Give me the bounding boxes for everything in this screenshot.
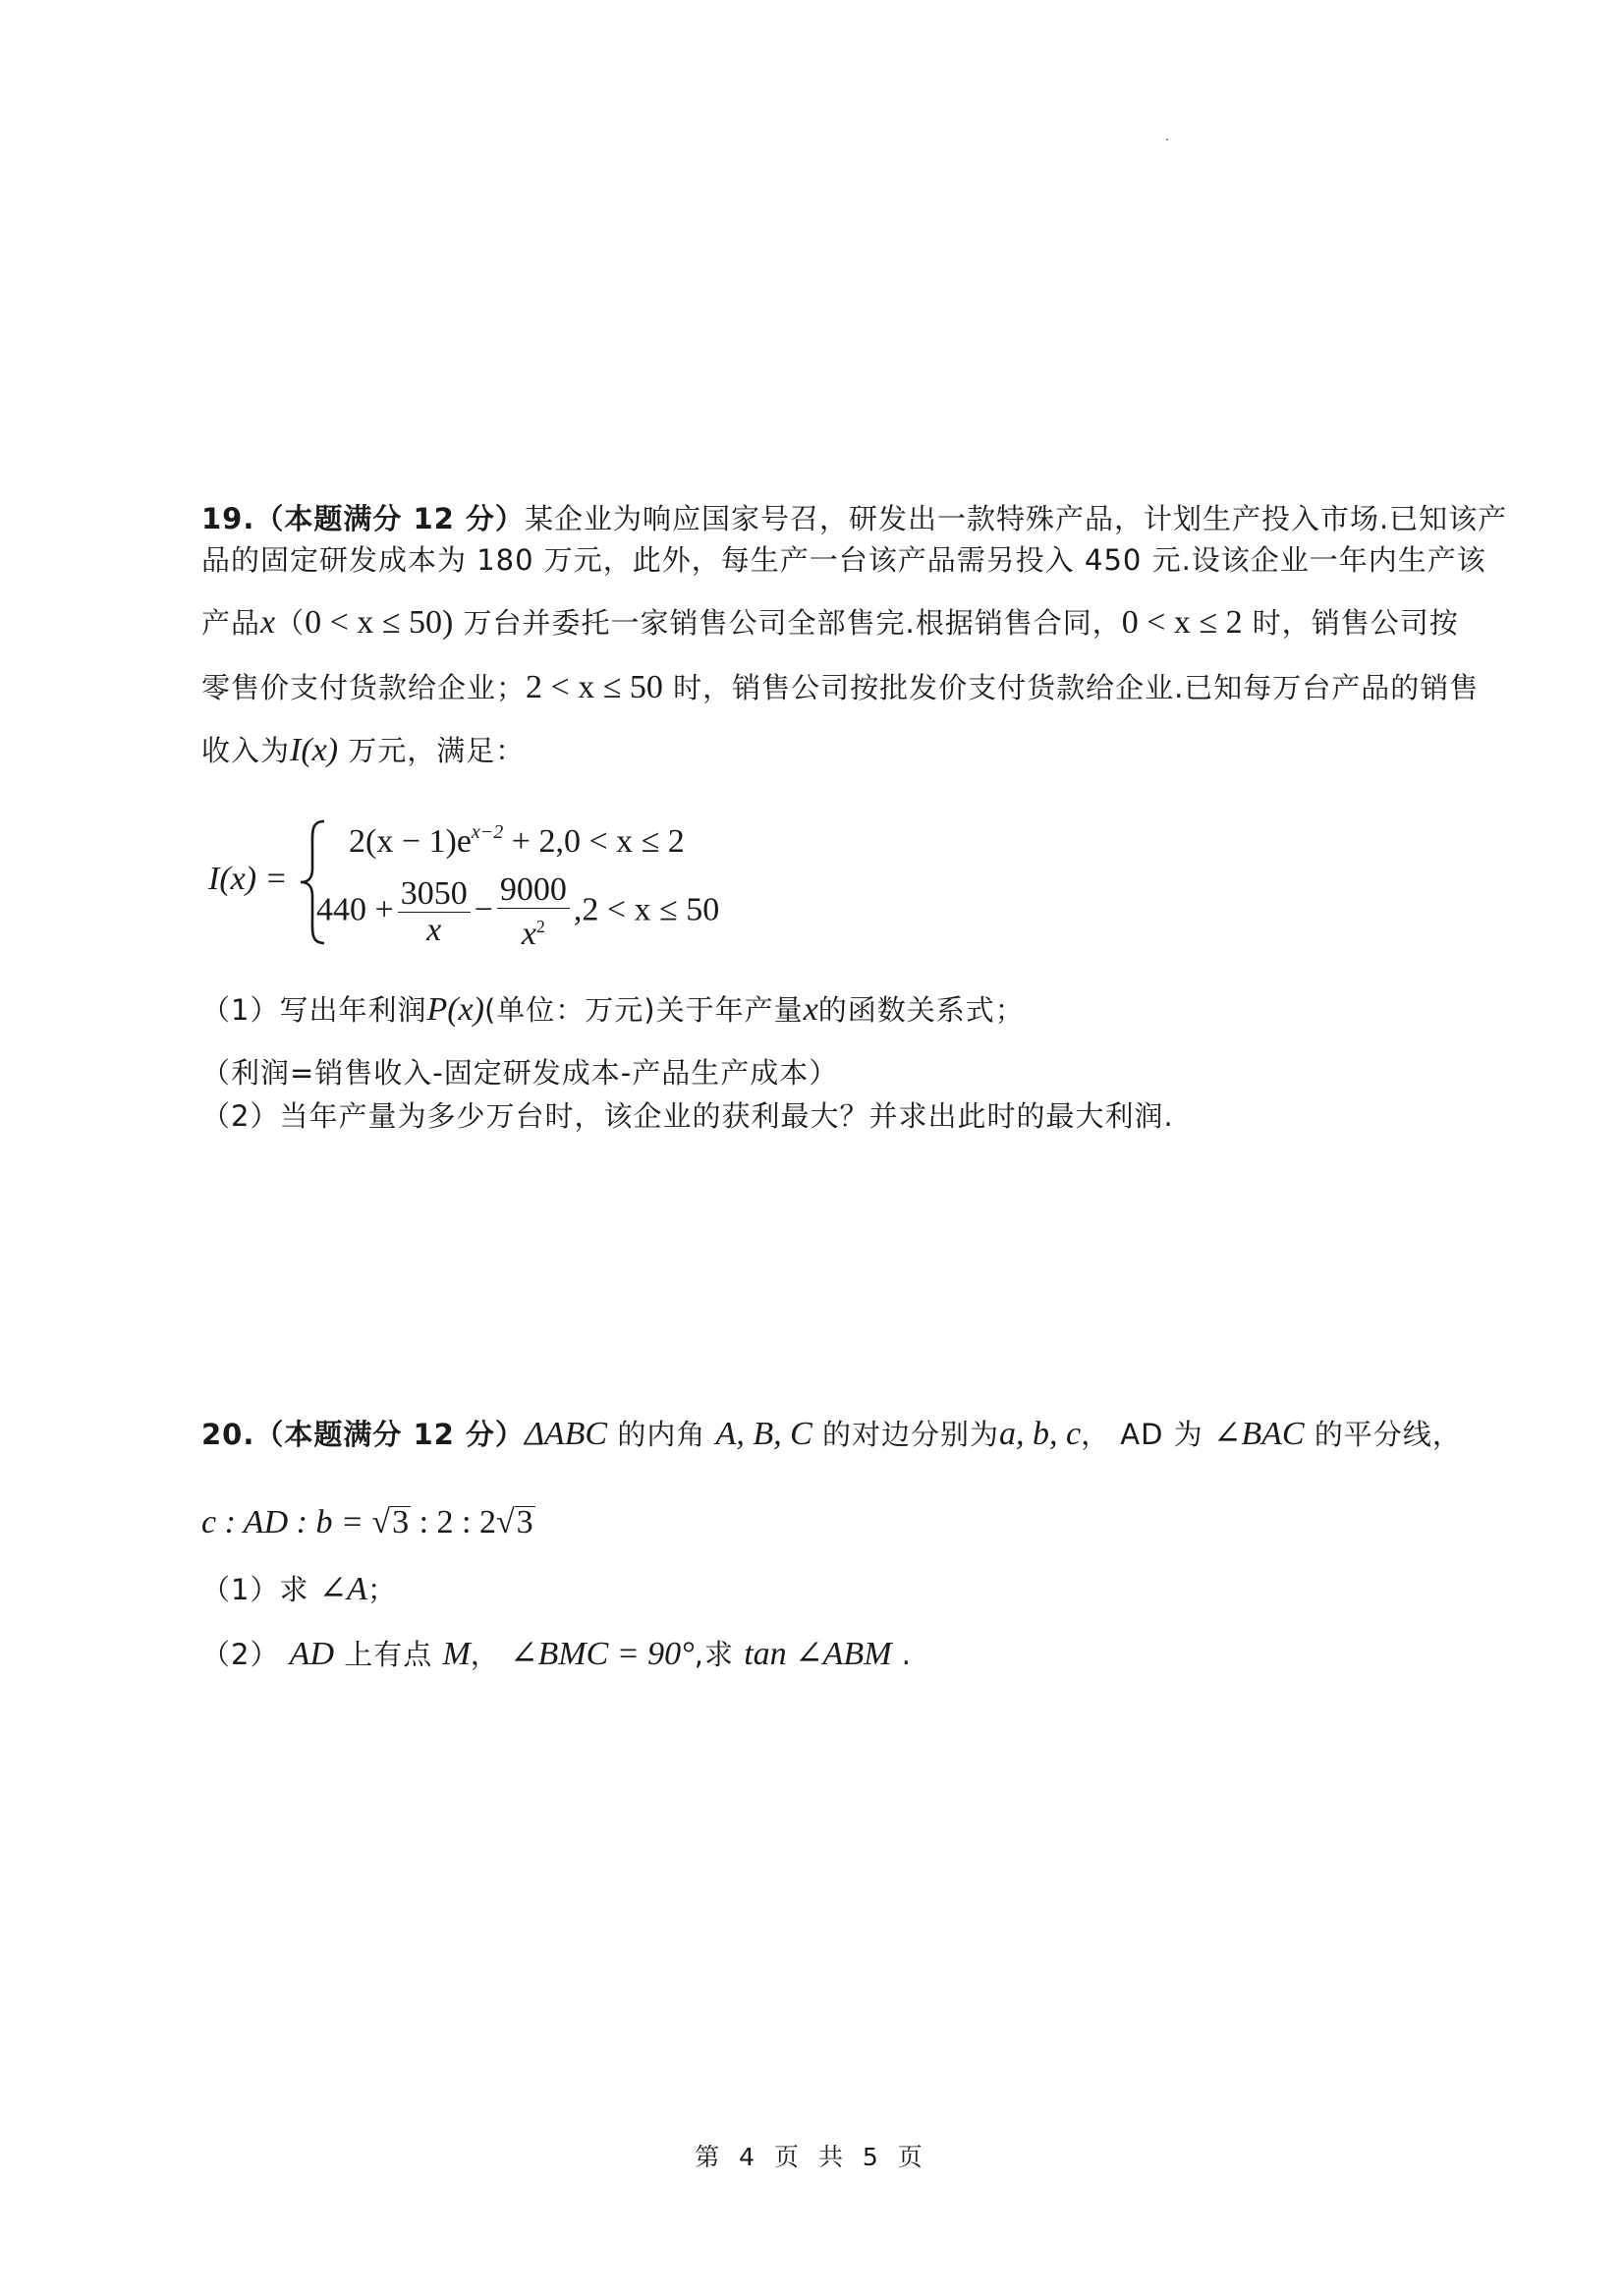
- formula-lhs: I(x) =: [208, 861, 288, 897]
- fraction-3050-over-x: $\frac{3050}{x}$: [398, 876, 471, 948]
- q20-line-1: 20.（本题满分 12 分）ΔABC 的内角 A, B, C 的对边分别为a, b, c， AD 为 ∠BAC 的平分线，: [201, 1416, 1462, 1452]
- q19-note: （利润=销售收入-固定研发成本-产品生产成本）: [201, 1056, 839, 1090]
- q20-score: （本题满分 12 分）: [254, 1418, 525, 1451]
- q19-var-x: x: [260, 604, 276, 641]
- q19-text-3c: 时，销售公司按: [1242, 606, 1459, 640]
- q19-text-2: 品的固定研发成本为 180 万元，此外，每生产一台该产品需另投入 450 元.设该企业一年内生产该: [201, 543, 1486, 577]
- q19-func-P: P(x): [426, 991, 484, 1028]
- sqrt-sign: √: [495, 1504, 515, 1540]
- piecewise-formula: [208, 813, 719, 951]
- q19-text-1: 某企业为响应国家号召，研发出一款特殊产品，计划生产投入市场.已知该产: [524, 502, 1508, 535]
- q19-text-3a: 产品: [201, 606, 261, 640]
- q20-ratio: c : AD : b = √3 : 2 : 2√3: [201, 1504, 533, 1540]
- fraction-9000-over-x2: $\frac{9000}{x^2}$: [497, 872, 570, 952]
- formula-case-2: 440 + $\frac{3050}{x}$ − $\frac{9000}{x^2}$ ,2 < x ≤ 50: [316, 871, 720, 952]
- q20-number: 20.: [201, 1418, 255, 1451]
- q19-score: （本题满分 12 分）: [254, 502, 525, 535]
- q19-line-2: [201, 540, 1486, 580]
- q19-line-3: [201, 603, 1459, 643]
- sqrt-sign: √: [371, 1504, 391, 1540]
- q19-range-3: 2 < x ≤ 50: [526, 669, 663, 705]
- q20-part-2: （2） AD 上有点 M， ∠BMC = 90°,求 tan ∠ABM .: [201, 1636, 912, 1672]
- q20-part-1: （1）求 ∠A；: [201, 1571, 397, 1607]
- q19-text-3b: 万台并委托一家销售公司全部售完.根据销售合同，: [453, 606, 1122, 640]
- q19-func-I: I(x): [290, 732, 339, 768]
- q19-range-1: 0 < x ≤ 50): [305, 604, 454, 641]
- stray-dot: [1166, 139, 1168, 140]
- q19-line-1: [201, 499, 1507, 538]
- q19-part-1: （1）写出年利润P(x)(单位：万元)关于年产量x的函数关系式；: [201, 991, 1025, 1028]
- q19-text-5a: 收入为: [201, 734, 291, 767]
- q19-text-4a: 零售价支付货款给企业；: [201, 671, 527, 704]
- q19-line-5: [201, 731, 525, 770]
- q19-range-2: 0 < x ≤ 2: [1121, 604, 1243, 641]
- q19-number: 19.: [201, 502, 255, 535]
- q19-text-5b: 万元，满足：: [338, 734, 526, 767]
- page-number-footer: 第 4 页 共 5 页: [695, 2143, 928, 2171]
- q19-text-4b: 时，销售公司按批发价支付货款给企业.已知每万台产品的销售: [662, 671, 1480, 704]
- formula-case-1: $2(x - 1)e^{x-2} + 2,0 < x \le 2$: [349, 821, 685, 860]
- q19-line-4: [201, 668, 1479, 707]
- q19-part-2: （2）当年产量为多少万台时，该企业的获利最大？并求出此时的最大利润.: [201, 1099, 1174, 1133]
- q19-paren: （: [275, 606, 306, 640]
